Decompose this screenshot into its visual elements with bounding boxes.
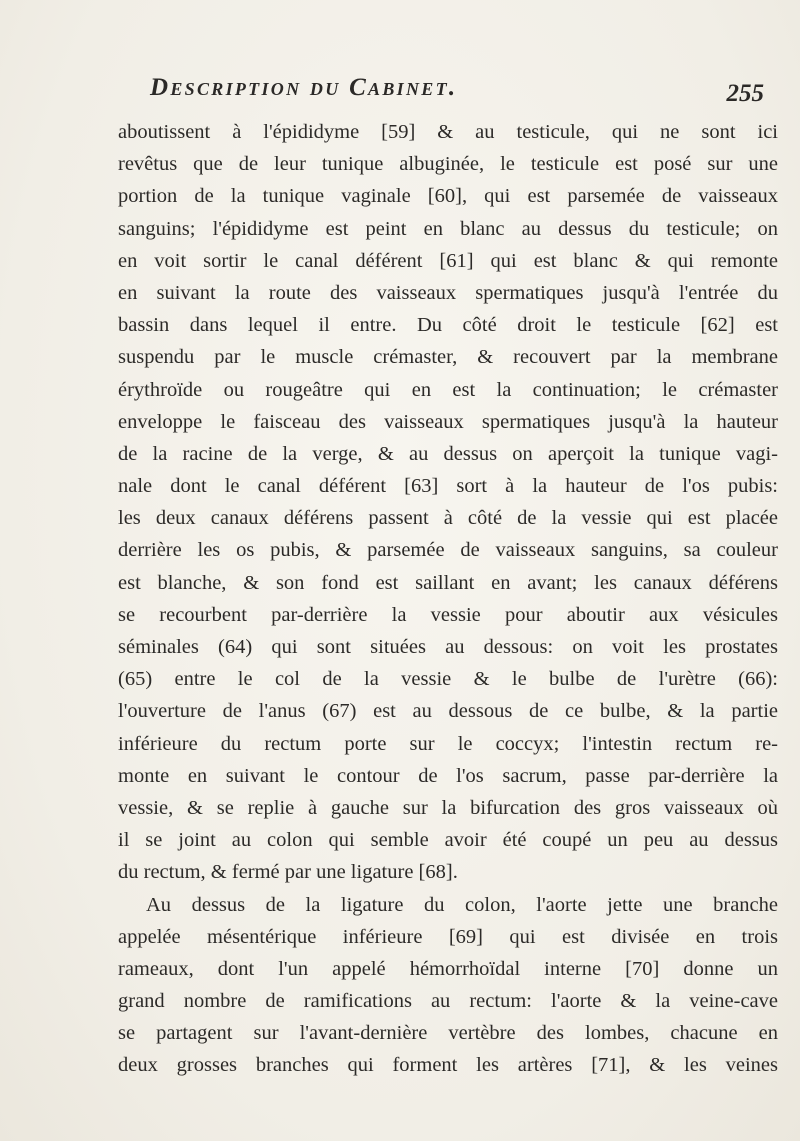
text-line: en voit sortir le canal déférent [61] qui est blanc & qui remonte bbox=[118, 249, 778, 272]
text-line: suspendu par le muscle crémaster, & recouvert par la membrane bbox=[118, 346, 778, 369]
text-line: il se joint au colon qui semble avoir été coupé un peu au dessus bbox=[118, 829, 778, 852]
text-line: en suivant la route des vaisseaux spermatiques jusqu'à l'entrée du bbox=[118, 281, 778, 304]
text-line: aboutissent à l'épididyme [59] & au testicule, qui ne sont ici bbox=[118, 121, 778, 143]
text-line: se partagent sur l'avant-dernière vertèbre des lombes, chacune en bbox=[118, 1022, 778, 1045]
text-line: séminales (64) qui sont situées au dessous: on voit les prostates bbox=[118, 636, 778, 658]
paragraph-start-line: Au dessus de la ligature du colon, l'aorte jette une branche bbox=[146, 893, 778, 916]
text-line: portion de la tunique vaginale [60], qui est parsemée de vaisseaux bbox=[118, 185, 778, 208]
text-line: nale dont le canal déférent [63] sort à la hauteur de l'os pubis: bbox=[118, 475, 778, 498]
text-line: les deux canaux déférens passent à côté de la vessie qui est placée bbox=[118, 507, 778, 530]
text-line: monte en suivant le contour de l'os sacrum, passe par-derrière la bbox=[118, 764, 778, 787]
running-head: Description du Cabinet. bbox=[150, 74, 458, 101]
page-header bbox=[150, 70, 770, 110]
text-line: enveloppe le faisceau des vaisseaux spermatiques jusqu'à la hauteur bbox=[118, 410, 778, 433]
text-line: grand nombre de ramifications au rectum: l'aorte & la veine-cave bbox=[118, 990, 778, 1013]
page-number: 255 bbox=[726, 80, 764, 107]
text-line: inférieure du rectum porte sur le coccyx; l'intestin rectum re- bbox=[118, 732, 778, 755]
text-line: (65) entre le col de la vessie & le bulbe de l'urètre (66): bbox=[118, 668, 778, 691]
text-line: du rectum, & fermé par une ligature [68]. bbox=[118, 861, 458, 884]
text-line: de la racine de la verge, & au dessus on aperçoit la tunique vagi- bbox=[118, 442, 778, 465]
text-line: derrière les os pubis, & parsemée de vaisseaux sanguins, sa couleur bbox=[118, 539, 778, 562]
text-line: érythroïde ou rougeâtre qui en est la continuation; le crémaster bbox=[118, 378, 778, 401]
text-line: deux grosses branches qui forment les artères [71], & les veines bbox=[118, 1054, 778, 1077]
text-line: bassin dans lequel il entre. Du côté droit le testicule [62] est bbox=[118, 314, 778, 337]
text-line: se recourbent par-derrière la vessie pour aboutir aux vésicules bbox=[118, 603, 778, 626]
text-line: appelée mésentérique inférieure [69] qui est divisée en trois bbox=[118, 925, 778, 948]
text-line: rameaux, dont l'un appelé hémorrhoïdal interne [70] donne un bbox=[118, 957, 778, 980]
text-line: est blanche, & son fond est saillant en avant; les canaux déférens bbox=[118, 571, 778, 594]
body-text bbox=[118, 116, 778, 1082]
text-line: sanguins; l'épididyme est peint en blanc au dessus du testicule; on bbox=[118, 217, 778, 240]
text-line: revêtus que de leur tunique albuginée, le testicule est posé sur une bbox=[118, 153, 778, 176]
text-line: vessie, & se replie à gauche sur la bifurcation des gros vaisseaux où bbox=[118, 796, 778, 819]
text-line: l'ouverture de l'anus (67) est au dessous de ce bulbe, & la partie bbox=[118, 700, 778, 723]
